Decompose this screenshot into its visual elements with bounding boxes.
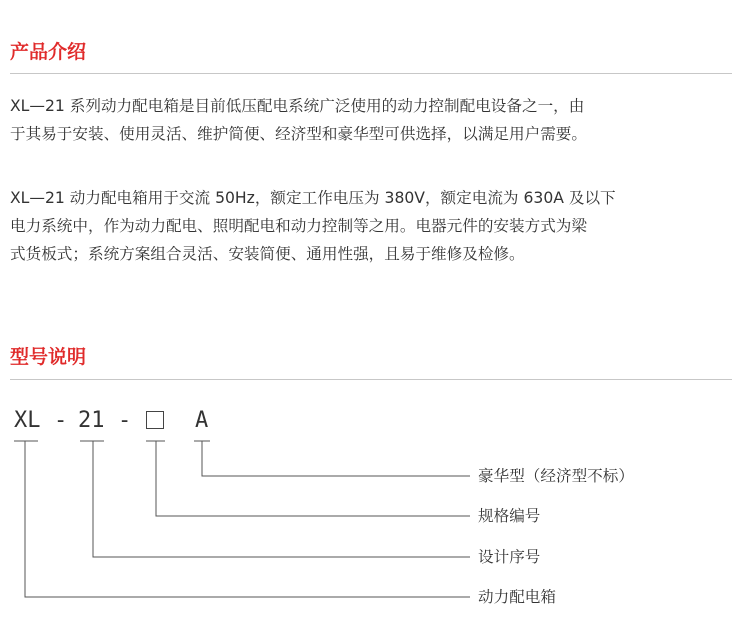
connector-luxury	[202, 441, 470, 476]
model-code-suffix: A	[195, 408, 209, 433]
intro-paragraph-2-line-2: 电力系统中，作为动力配电、照明配电和动力控制等之用。电器元件的安装方式为梁	[10, 217, 587, 235]
model-title: 型号说明	[10, 346, 87, 368]
model-code-prefix: XL	[14, 408, 41, 433]
legend-spec-number: 规格编号	[478, 507, 541, 525]
legend-power-box: 动力配电箱	[478, 588, 556, 606]
intro-paragraph-1-line-2: 于其易于安装、使用灵活、维护简便、经济型和豪华型可供选择，以满足用户需要。	[10, 125, 587, 143]
connector-spec	[156, 441, 470, 516]
legend-luxury: 豪华型（经济型不标）	[478, 467, 634, 485]
model-code-dash-2: -	[118, 408, 132, 433]
model-code-series: 21	[78, 408, 105, 433]
intro-paragraph-2-line-3: 式货板式；系统方案组合灵活、安装简便、通用性强，且易于维修及检修。	[10, 245, 525, 263]
connector-design	[93, 441, 470, 557]
intro-paragraph-1-line-1: XL—21 系列动力配电箱是目前低压配电系统广泛使用的动力控制配电设备之一，由	[10, 97, 585, 115]
model-code-dash-1: -	[54, 408, 68, 433]
connector-type	[25, 441, 470, 597]
legend-design-number: 设计序号	[478, 548, 541, 566]
intro-title: 产品介绍	[10, 41, 87, 63]
intro-paragraph-2-line-1: XL—21 动力配电箱用于交流 50Hz，额定工作电压为 380V，额定电流为 630A 及以下	[10, 189, 616, 207]
